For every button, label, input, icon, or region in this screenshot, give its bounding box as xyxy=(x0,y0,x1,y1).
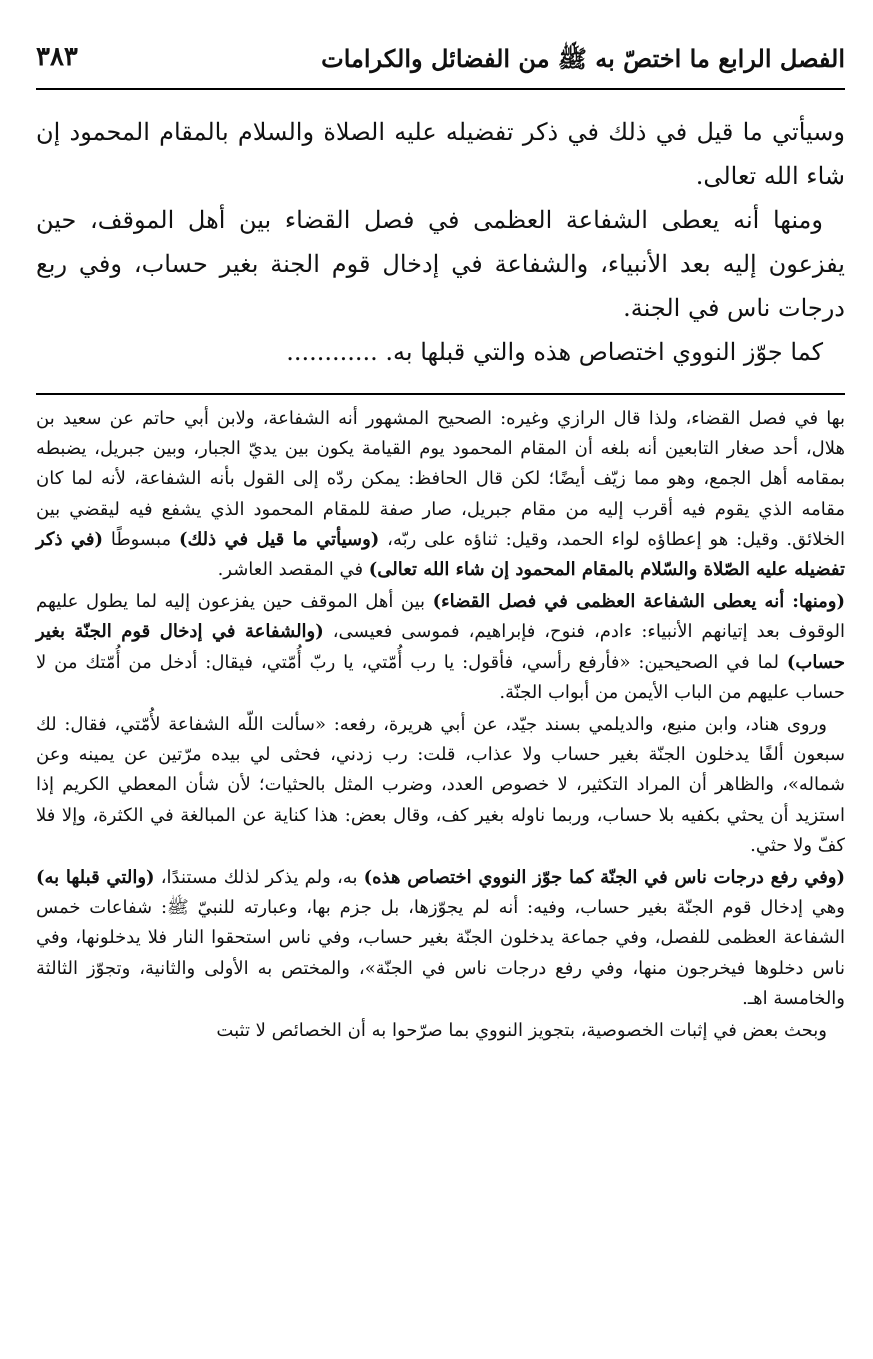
main-paragraph: وسيأتي ما قيل في ذلك في ذكر تفضيله عليه الصلاة والسلام بالمقام المحمود إن شاء الله تعالى. xyxy=(36,118,845,190)
quoted-matn: (والتي قبلها به) xyxy=(36,867,155,889)
quoted-matn: (وسيأتي ما قيل في ذلك) xyxy=(178,528,380,550)
page-number: ٣٨٣ xyxy=(36,42,78,72)
main-text xyxy=(36,110,845,374)
quoted-matn: (في ذكر تفضيله عليه الصّلاة والسّلام بالمقام المحمود إن شاء الله تعالى) xyxy=(36,528,845,581)
main-paragraph: ومنها أنه يعطى الشفاعة العظمى في فصل القضاء بين أهل الموقف، حين يفزعون إليه بعد الأنبياء، والشفاعة في إدخال قوم الجنة بغير حساب، وفي ربع درجات ناس في الجنة. xyxy=(36,206,845,322)
commentary-paragraph: وروى هناد، وابن منيع، والديلمي بسند جيّد، عن أبي هريرة، رفعه: «سألت اللّه الشفاعة لأُمّتي، فقال: لك سبعون ألفًا يدخلون الجنّة بغير حساب ولا عذاب، قلت: رب زدني، فحثى لي بيده مرّتين عن يمينه وعن شماله»، والظاهر أن المراد التكثير، لا خصوص العدد، وضرب المثل بالحثيات؛ لأن شأن المعطي الكريم إذا استزيد أن يحثي بكفيه بلا حساب، وربما ناوله بغير كف، وقال بعض: هذا كناية عن المبالغة في الكثرة، وإلا فلا كفّ ولا حثي. xyxy=(36,714,846,856)
commentary-paragraph xyxy=(36,404,845,585)
chapter-title: الفصل الرابع ما اختصّ به ﷺ من الفضائل والكرامات xyxy=(321,44,845,73)
header-divider xyxy=(36,88,845,90)
footnote-divider xyxy=(36,393,845,395)
commentary-text: وهي إدخال قوم الجنّة بغير حساب، وفيه: أنه لم يجوّزها، بل جزم بها، وعبارته للنبيّ ﷺ: شفاعات خمس الشفاعة العظمى للفصل، وفي جماعة يدخلون الجنّة بغير حساب، وفي ناس استحقوا النار فلا يدخلونها، وفي ناس دخلوها فيخرجون منها، وفي رفع درجات ناس في الجنّة»، والمختص به الأولى والثانية، وتجوّز الثالثة والخامسة اهـ. xyxy=(36,897,845,1009)
quoted-matn: (وفي رفع درجات ناس في الجنّة كما جوّز النووي اختصاص هذه) xyxy=(363,867,846,889)
main-paragraph: كما جوّز النووي اختصاص هذه والتي قبلها به. ............ xyxy=(286,338,823,366)
quoted-matn: (والشفاعة في إدخال قوم الجنّة بغير حساب) xyxy=(36,621,845,673)
commentary-text: به، ولم يذكر لذلك مستندًا، xyxy=(154,867,364,889)
commentary-text: في المقصد العاشر. xyxy=(217,559,369,581)
commentary-text: مبسوطًا xyxy=(103,528,179,550)
commentary-text xyxy=(36,404,845,1046)
commentary-paragraph: وبحث بعض في إثبات الخصوصية، بتجويز النووي بما صرّحوا به أن الخصائص لا تثبت xyxy=(216,1020,827,1042)
commentary-text: بها في فصل القضاء، ولذا قال الرازي وغيره: الصحيح المشهور أنه الشفاعة، ولابن أبي حاتم عن سعيد بن هلال، أحد صغار التابعين أنه بلغه أن المقام المحمود يوم القيامة يكون بين يديّ الجبار، وبين جبريل، يضبطه بمقامه أهل الجمع، وهو مما زيّف أيضًا؛ لكن قال الحافظ: يمكن ردّه إلى القول بأنه الشفاعة، لأنه لما كان مقامه الذي يقوم فيه أقرب إليه من مقام جبريل، صار صفة للمقام المحمود الذي يشفع فيه ليقضي بين الخلائق. وقيل: هو إعطاؤه لواء الحمد، وقيل: ثناؤه على ربّه، xyxy=(36,408,845,550)
quoted-matn: (ومنها: أنه يعطى الشفاعة العظمى في فصل القضاء) xyxy=(432,591,845,613)
commentary-paragraph xyxy=(36,863,845,1014)
commentary-paragraph xyxy=(36,587,845,708)
page-header xyxy=(36,40,845,80)
commentary-text: لما في الصحيحين: «فأرفع رأسي، فأقول: يا رب أُمّتي، يا ربّ أُمّتي، فيقال: أدخل من أُمّتك من لا حساب عليهم من الباب الأيمن من أبواب الجنّة. xyxy=(36,651,845,703)
commentary-text: بين أهل الموقف حين يفزعون إليه لما يطول عليهم الوقوف بعد إتيانهم الأنبياء: ءادم، فنوح، فإبراهيم، فموسى فعيسى، xyxy=(36,591,845,643)
